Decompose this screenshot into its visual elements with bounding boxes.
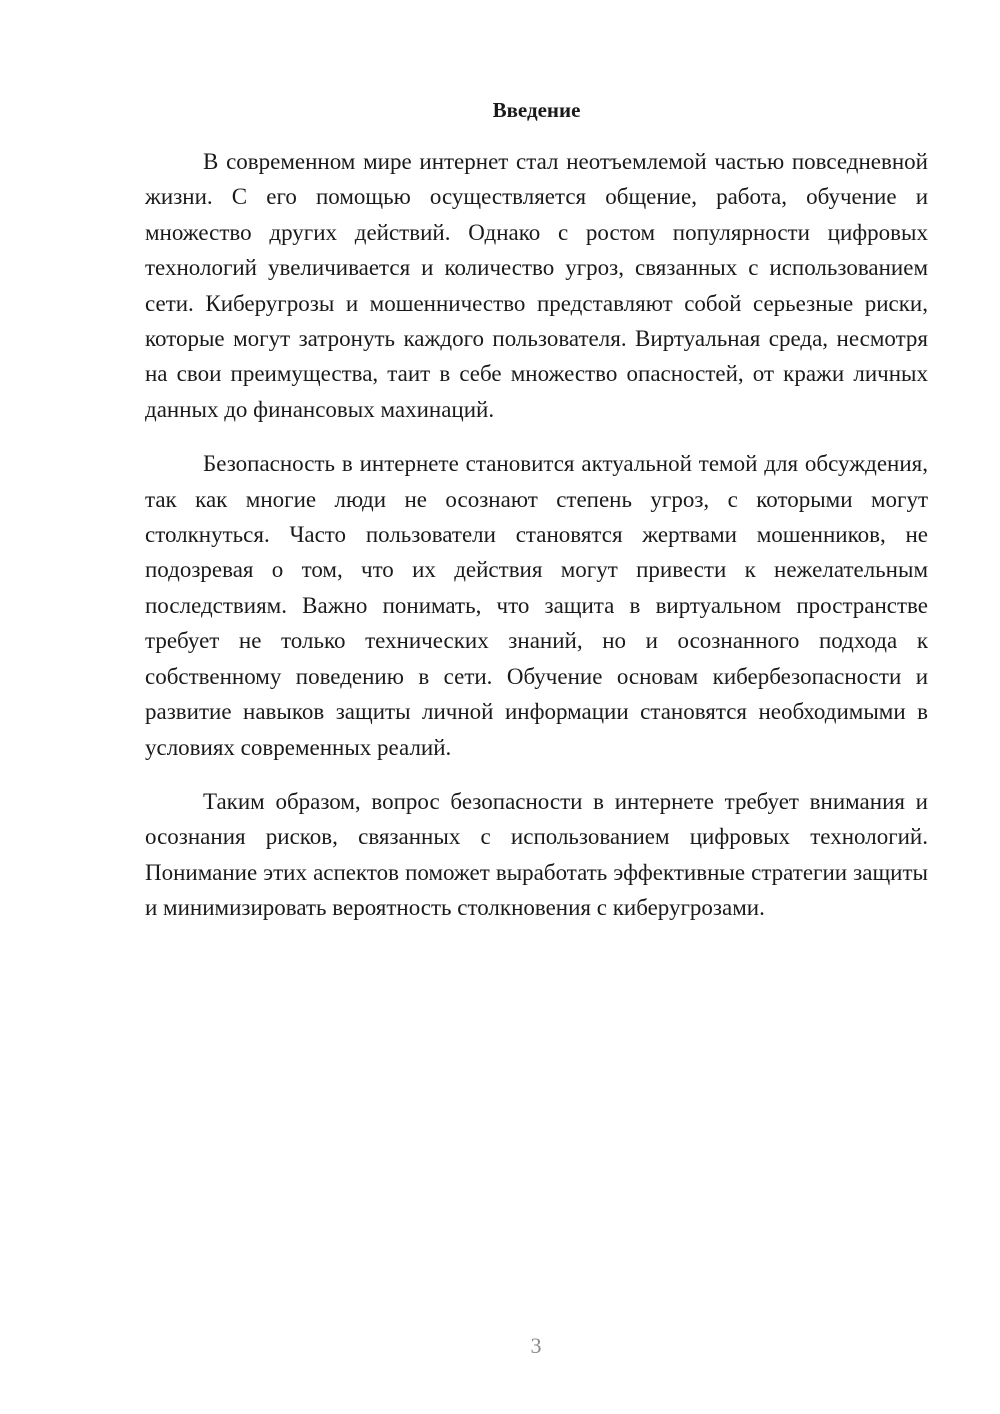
paragraph: В современном мире интернет стал неотъемлемой частью повседневной жизни. С его помощью осуществляется общение, работа, обучение и множество других действий. Однако с ростом популярности цифровых технологий увеличивается и количество угроз, связанных с использованием сети. Киберугрозы и мошенничество представляют собой серьезные риски, которые могут затронуть каждого пользователя. Виртуальная среда, несмотря на свои преимущества, таит в себе множество опасностей, от кражи личных данных до финансовых махинаций.	[145, 149, 928, 422]
page-content	[145, 93, 928, 945]
section-title: Введение	[492, 98, 581, 122]
paragraph: Безопасность в интернете становится актуальной темой для обсуждения, так как многие люди не осознают степень угроз, с которыми могут столкнуться. Часто пользователи становятся жертвами мошенников, не подозревая о том, что их действия могут привести к нежелательным последствиям. Важно понимать, что защита в виртуальном пространстве требует не только технических знаний, но и осознанного подхода к собственному поведению в сети. Обучение основам кибербезопасности и развитие навыков защиты личной информации становятся необходимыми в условиях современных реалий.	[145, 451, 928, 760]
page-number: 3	[530, 1333, 542, 1358]
paragraph: Таким образом, вопрос безопасности в интернете требует внимания и осознания рисков, связанных с использованием цифровых технологий. Понимание этих аспектов поможет выработать эффективные стратегии защиты и минимизировать вероятность столкновения с киберугрозами.	[145, 788, 928, 921]
